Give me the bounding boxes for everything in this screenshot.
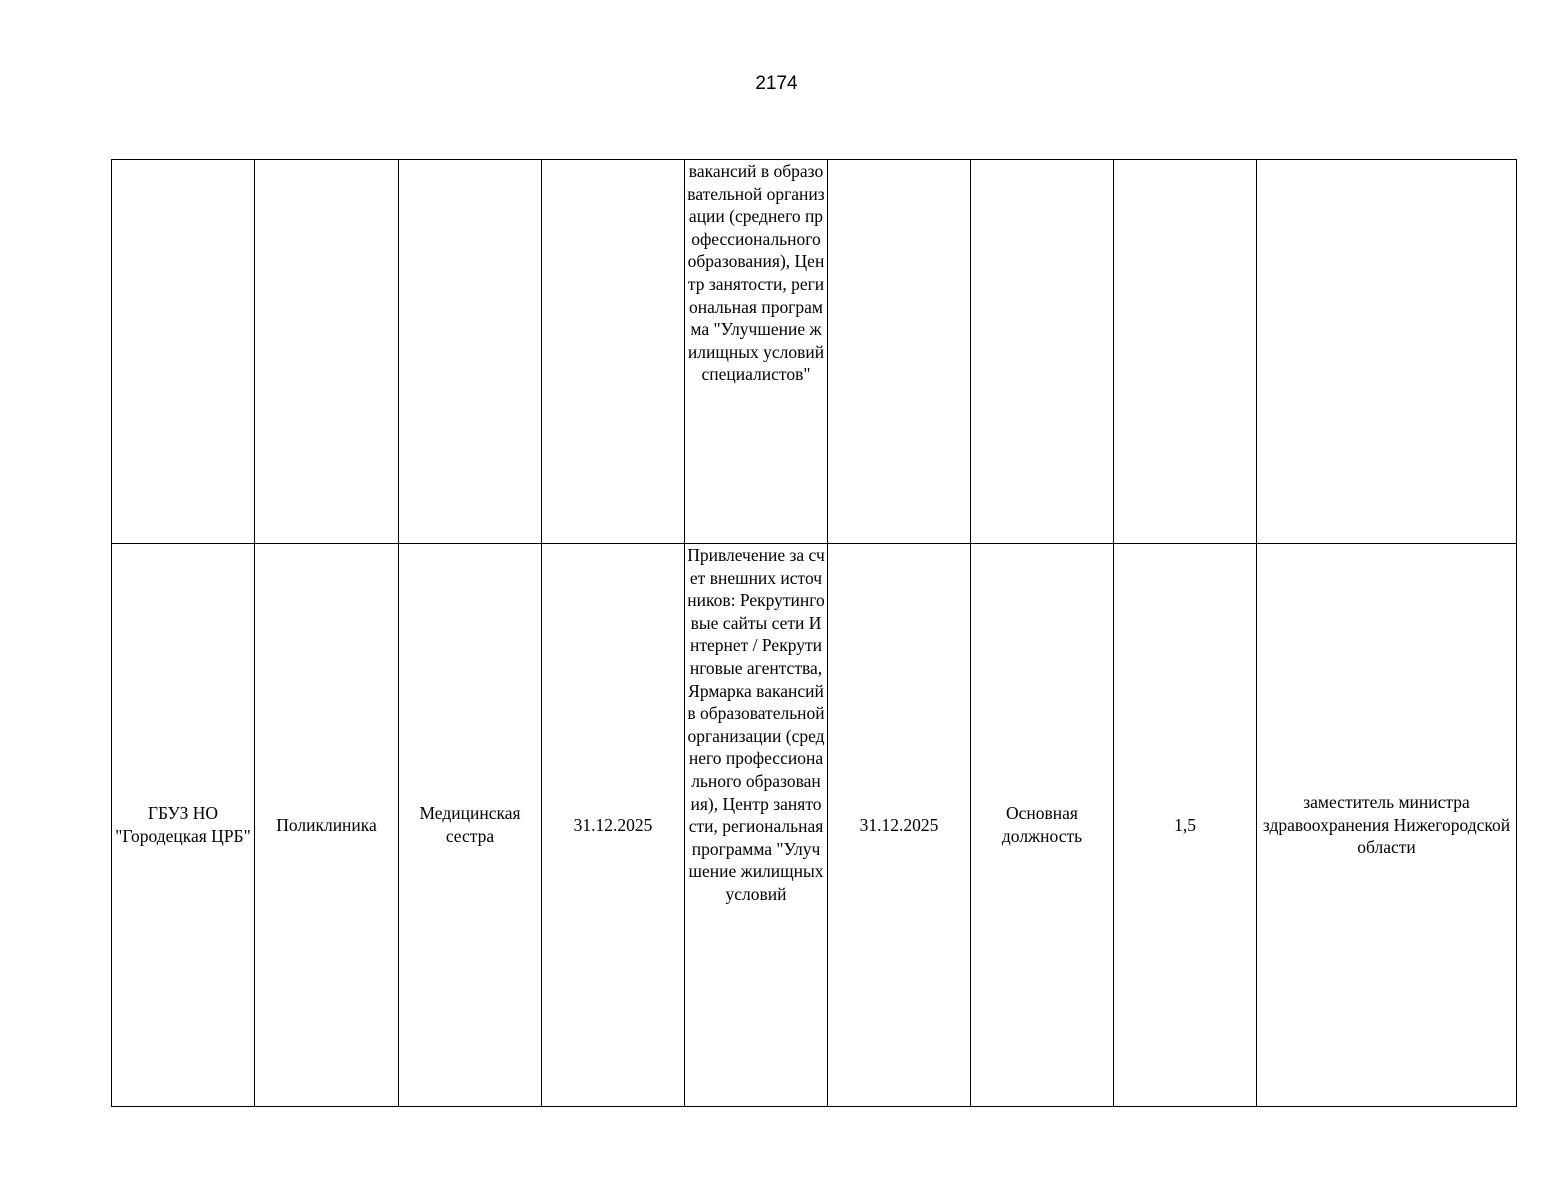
responsible-text: заместитель министра здравоохранения Нижегородской области bbox=[1262, 792, 1511, 858]
table-row bbox=[112, 544, 1517, 1107]
vacancy-table bbox=[111, 159, 1517, 1107]
cell-sources bbox=[685, 544, 828, 1107]
position-type-text: Основная должность bbox=[1001, 803, 1083, 846]
cell-organization bbox=[112, 544, 255, 1107]
position-text: Медицинская сестра bbox=[419, 803, 521, 846]
cell-position-type bbox=[971, 544, 1114, 1107]
date-end-text: 31.12.2025 bbox=[859, 814, 939, 835]
sources-continued-text: вакансий в образовательной организации (среднего профессионального образования), Центр занятости, региональная программа "Улучшение жилищных условий специалистов" bbox=[687, 161, 825, 385]
organization-text: ГБУЗ НО "Городецкая ЦРБ" bbox=[115, 803, 251, 846]
cell-position-type-empty bbox=[971, 160, 1114, 544]
cell-rate-empty bbox=[1114, 160, 1257, 544]
cell-department-empty bbox=[255, 160, 399, 544]
cell-position-empty bbox=[399, 160, 542, 544]
cell-date-start bbox=[542, 544, 685, 1107]
date-start-text: 31.12.2025 bbox=[573, 814, 653, 835]
cell-sources-continued bbox=[685, 160, 828, 544]
cell-department bbox=[255, 544, 399, 1107]
page-number: 2174 bbox=[755, 73, 798, 94]
cell-position bbox=[399, 544, 542, 1107]
department-text: Поликлиника bbox=[276, 814, 377, 835]
cell-date-start-empty bbox=[542, 160, 685, 544]
cell-date-end-empty bbox=[828, 160, 971, 544]
cell-responsible bbox=[1257, 544, 1517, 1107]
cell-date-end bbox=[828, 544, 971, 1107]
cell-responsible-empty bbox=[1257, 160, 1517, 544]
sources-text: Привлечение за счет внешних источников: Рекрутинговые сайты сети Интернет / Рекрутинговые агентства, Ярмарка вакансий в образовательной организации (среднего профессионального образования), Центр занятости, региональная программа "Улучшение жилищных условий bbox=[687, 545, 825, 904]
cell-organization-empty bbox=[112, 160, 255, 544]
table-row-continued bbox=[112, 160, 1517, 544]
cell-rate bbox=[1114, 544, 1257, 1107]
rate-text: 1,5 bbox=[1174, 814, 1196, 835]
